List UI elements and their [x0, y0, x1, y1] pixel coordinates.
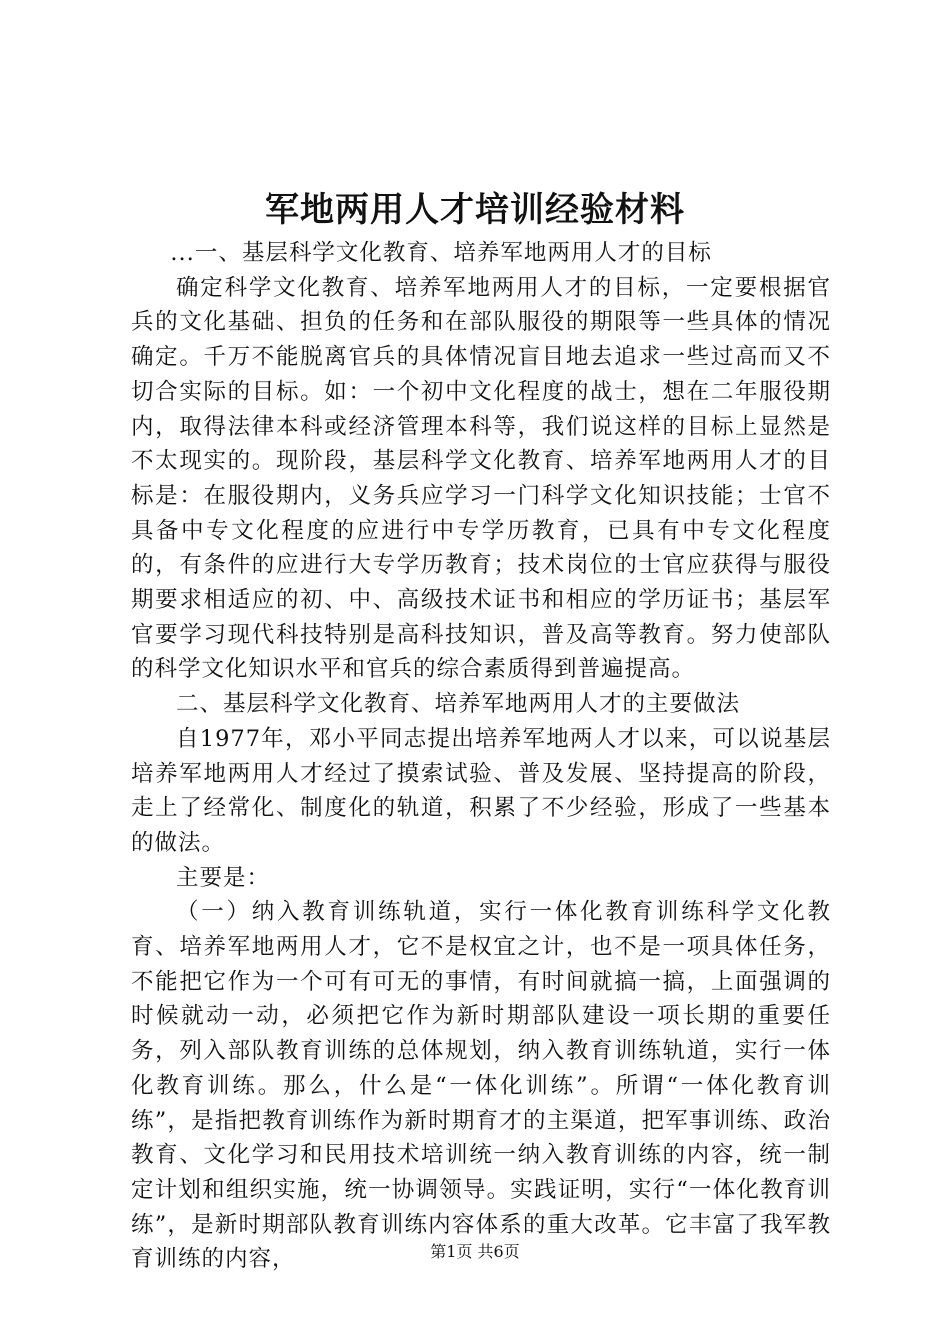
section-heading-2: 二、基层科学文化教育、培养军地两用人才的主要做法 [176, 691, 741, 718]
paragraph-integrated-training: （一）纳入教育训练轨道，实行一体化教育训练科学文化教育、培养军地两用人才，它不是权宜之计，也不是一项具体任务，不能把它作为一个可有可无的事情，有时间就搞一搞，上面强调的时候就动一动，必须把它作为新时期部队建设一项长期的重要任务，列入部队教育训练的总体规划，纳入教育训练轨道，实行一体化教育训练。那么，什么是“一体化训练”。所谓“一体化教育训练”，是指把教育训练作为新时期育才的主渠道，把军事训练、政治教育、文化学习和民用技术培训统一纳入教育训练的内容，统一制定计划和组织实施，统一协调领导。实践证明，实行“一体化教育训练”，是新时期部队教育训练内容体系的重大改革。它丰富了我军教育训练的内容， [131, 899, 831, 1273]
page-indicator: 第1页 共6页 [430, 1242, 520, 1261]
document-title: 军地两用人才培训经验材料 [265, 190, 685, 230]
section-heading-1: ...一、基层科学文化教育、培养军地两用人才的目标 [170, 240, 712, 266]
paragraph-goals: 确定科学文化教育、培养军地两用人才的目标，一定要根据官兵的文化基础、担负的任务和在部队服役的期限等一些具体的情况确定。千万不能脱离官兵的具体情况盲目地去追求一些过高而又不切合实际的目标。如：一个初中文化程度的战士，想在二年服役期内，取得法律本科或经济管理本科等，我们说这样的目标上显然是不太现实的。现阶段，基层科学文化教育、培养军地两用人才的目标是：在服役期内，义务兵应学习一门科学文化知识技能；士官不具备中专文化程度的应进行中专学历教育，已具有中专文化程度的，有条件的应进行大专学历教育；技术岗位的士官应获得与服役期要求相适应的初、中、高级技术证书和相应的学历证书；基层军官要学习现代科技特别是高科技知识，普及高等教育。努力使部队的科学文化知识水平和官兵的综合素质得到普遍提高。 [131, 274, 831, 683]
paragraph-main-points: 主要是： [176, 864, 271, 891]
page-footer [0, 1240, 950, 1264]
paragraph-history: 自1977年，邓小平同志提出培养军地两人才以来，可以说基层培养军地两用人才经过了摸索试验、普及发展、坚持提高的阶段，走上了经常化、制度化的轨道，积累了不少经验，形成了一些基本的做法。 [131, 725, 831, 856]
document-body [131, 236, 831, 1277]
